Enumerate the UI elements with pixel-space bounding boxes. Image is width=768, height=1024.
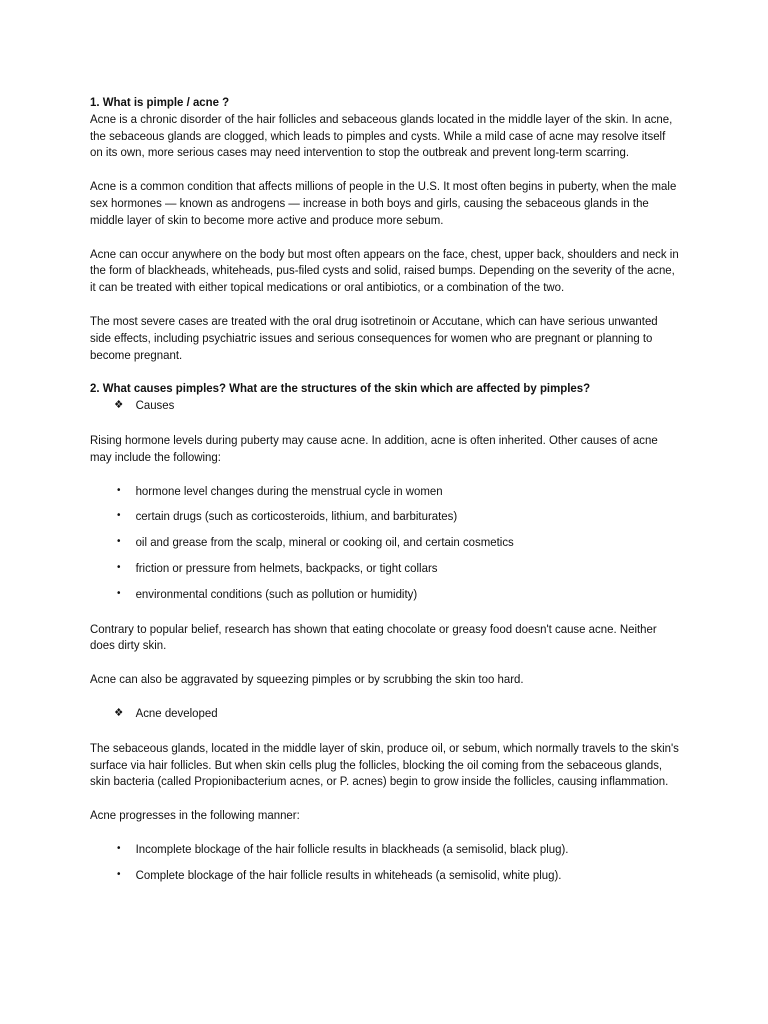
diamond-bullet-icon: ❖: [114, 705, 124, 719]
question-1-heading: 1. What is pimple / acne ?: [90, 95, 230, 109]
list-item: [90, 841, 680, 858]
q1-paragraph: The most severe cases are treated with the oral drug isotretinoin or Accutane, which can have serious unwanted side effects, including psychiatric issues and serious consequences for women who are pregnant or planning to become pregnant.: [90, 313, 658, 362]
list-item-text: environmental conditions (such as pollution or humidity): [135, 586, 418, 601]
developed-paragraph: Acne progresses in the following manner:: [90, 808, 300, 823]
bullet-icon: •: [116, 510, 122, 522]
list-item: [90, 508, 680, 525]
bullet-icon: •: [116, 536, 122, 548]
causes-label: Causes: [135, 398, 175, 413]
causes-subheading: [90, 397, 680, 414]
q1-paragraph: Acne is a chronic disorder of the hair follicles and sebaceous glands located in the middle layer of the skin. In acne, the sebaceous glands are clogged, which leads to pimples and cysts. While a mild case of acne may resolve itself on its own, more serious cases may need intervention to stop the outbreak and prevent long-term scarring.: [90, 111, 673, 160]
list-item: [90, 586, 680, 603]
bullet-icon: •: [116, 868, 122, 880]
list-item: [90, 534, 680, 551]
causes-intro: Rising hormone levels during puberty may cause acne. In addition, acne is often inherited. Other causes of acne may include the following:: [90, 432, 658, 464]
q1-paragraph: Acne can occur anywhere on the body but most often appears on the face, chest, upper back, shoulders and neck in the form of blackheads, whiteheads, pus-filed cysts and solid, raised bumps. Depending on the severity of the acne, it can be treated with either topical medications or oral antibiotics, or a combination of the two.: [90, 246, 679, 295]
progress-list: [90, 841, 680, 884]
acne-developed-subheading: [90, 705, 680, 722]
causes-after-paragraph: Contrary to popular belief, research has shown that eating chocolate or greasy food doesn't cause acne. Neither does dirty skin.: [90, 621, 657, 653]
list-item: [90, 483, 680, 500]
q1-paragraph: Acne is a common condition that affects millions of people in the U.S. It most often begins in puberty, when the male sex hormones — known as androgens — increase in both boys and girls, causing the sebaceous glands in the middle layer of skin to become more active and produce more sebum.: [90, 179, 677, 227]
developed-paragraph: The sebaceous glands, located in the middle layer of skin, produce oil, or sebum, which normally travels to the skin's surface via hair follicles. But when skin cells plug the follicles, blocking the oil coming from the sebaceous glands, skin bacteria (called Propionibacterium acnes, or P. acnes) begin to grow inside the follicles, causing inflammation.: [90, 740, 679, 789]
list-item-text: certain drugs (such as corticosteroids, lithium, and barbiturates): [135, 509, 458, 524]
list-item-text: Complete blockage of the hair follicle results in whiteheads (a semisolid, white plug).: [135, 867, 562, 882]
causes-list: [90, 483, 680, 603]
list-item: [90, 867, 680, 884]
diamond-bullet-icon: ❖: [114, 398, 124, 412]
document-body: [90, 94, 680, 902]
acne-developed-label: Acne developed: [135, 705, 218, 720]
list-item-text: hormone level changes during the menstrual cycle in women: [135, 483, 443, 498]
list-item-text: oil and grease from the scalp, mineral or cooking oil, and certain cosmetics: [135, 535, 514, 550]
bullet-icon: •: [116, 587, 122, 599]
list-item-text: Incomplete blockage of the hair follicle results in blackheads (a semisolid, black plug).: [135, 841, 569, 856]
bullet-icon: •: [116, 484, 122, 496]
bullet-icon: •: [116, 842, 122, 854]
causes-after-paragraph: Acne can also be aggravated by squeezing pimples or by scrubbing the skin too hard.: [90, 672, 524, 687]
list-item-text: friction or pressure from helmets, backpacks, or tight collars: [135, 560, 438, 575]
list-item: [90, 560, 680, 577]
question-2-heading: 2. What causes pimples? What are the structures of the skin which are affected by pimples?: [90, 381, 591, 396]
bullet-icon: •: [116, 561, 122, 573]
